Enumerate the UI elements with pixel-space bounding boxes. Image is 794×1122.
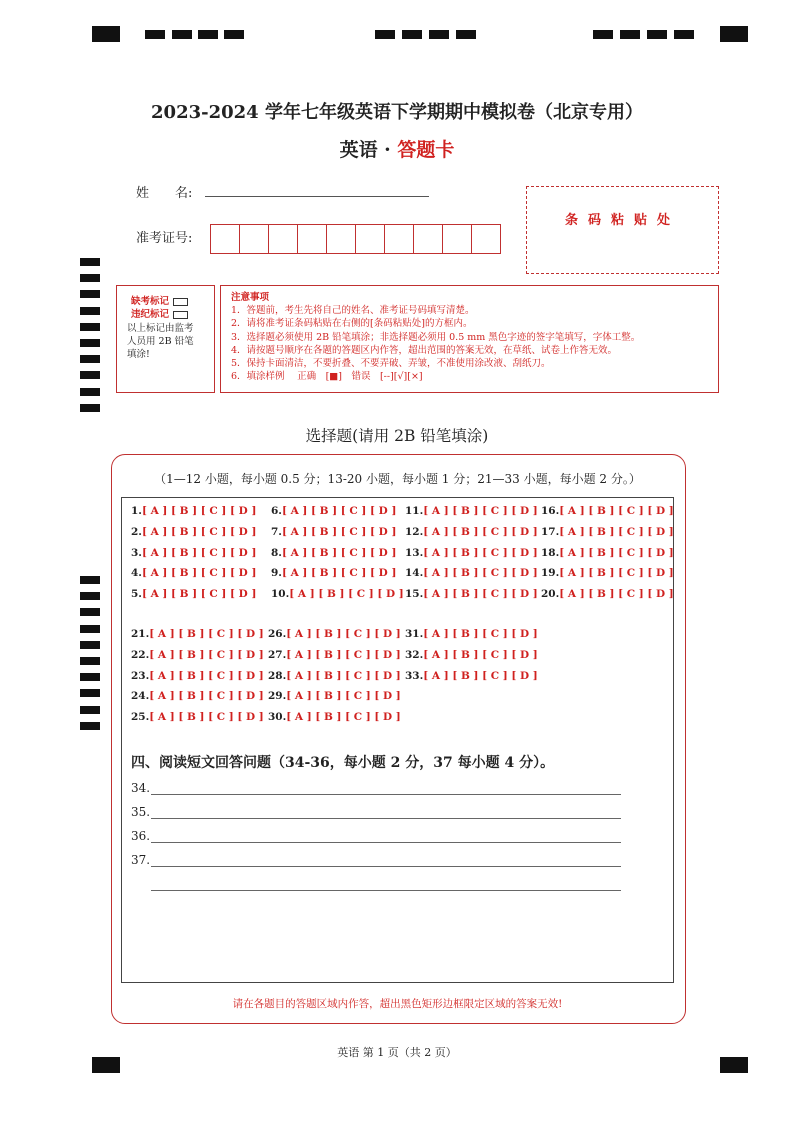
choice-question[interactable] xyxy=(271,547,396,559)
answer-options[interactable]: [ A ] [ B ] [ C ] [ D ] xyxy=(559,588,674,601)
name-field[interactable] xyxy=(205,196,429,197)
timing-mark xyxy=(80,274,100,282)
choice-question[interactable] xyxy=(131,588,256,600)
choice-question[interactable] xyxy=(131,526,256,538)
timing-mark xyxy=(80,608,100,616)
question-number: 25. xyxy=(131,711,150,724)
answer-options[interactable]: [ A ] [ B ] [ C ] [ D ] xyxy=(141,588,257,601)
question-number: 23. xyxy=(131,669,150,682)
barcode-label: 条码粘贴处 xyxy=(564,213,680,228)
id-number-boxes[interactable] xyxy=(210,224,501,254)
choice-question[interactable] xyxy=(131,567,256,579)
id-digit-box[interactable] xyxy=(472,225,500,253)
answer-options[interactable]: [ A ] [ B ] [ C ] [ D ] xyxy=(423,567,538,580)
answer-options[interactable]: [ A ] [ B ] [ C ] [ D ] xyxy=(286,648,401,661)
question-number: 33. xyxy=(405,669,424,682)
note-item: 1．答题前，考生先将自己的姓名、准考证号码填写清楚。 xyxy=(231,305,475,317)
question-number: 11. xyxy=(405,505,424,517)
question-number: 22. xyxy=(131,648,150,661)
timing-mark xyxy=(80,371,100,379)
choice-question[interactable] xyxy=(271,567,396,579)
choice-heading: 选择题(请用 2B 铅笔填涂) xyxy=(305,427,489,445)
timing-mark xyxy=(80,673,100,681)
answer-options[interactable]: [ A ] [ B ] [ C ] [ D ] xyxy=(423,546,538,559)
id-digit-box[interactable] xyxy=(327,225,356,253)
choice-question[interactable] xyxy=(541,588,674,600)
reg-mark xyxy=(620,30,640,39)
id-digit-box[interactable] xyxy=(414,225,443,253)
notes-box xyxy=(220,285,719,393)
timing-mark xyxy=(80,307,100,315)
choice-question[interactable] xyxy=(405,567,538,579)
answer-options[interactable]: [ A ] [ B ] [ C ] [ D ] xyxy=(286,711,401,724)
notes-title: 注意事项 xyxy=(231,292,270,303)
answer-options[interactable]: [ A ] [ B ] [ C ] [ D ] xyxy=(423,588,538,601)
scoring-note: （1—12 小题，每小题 0.5 分；13-20 小题，每小题 1 分；21—33 小题，每小题 2 分。） xyxy=(154,472,641,486)
choice-question[interactable] xyxy=(131,711,264,723)
choice-question[interactable] xyxy=(271,526,396,538)
id-digit-box[interactable] xyxy=(356,225,385,253)
reg-mark xyxy=(647,30,667,39)
choice-question[interactable] xyxy=(405,649,538,661)
id-digit-box[interactable] xyxy=(443,225,472,253)
page-subtitle xyxy=(0,135,794,162)
id-digit-box[interactable] xyxy=(298,225,327,253)
answer-options[interactable]: [ A ] [ B ] [ C ] [ D ] xyxy=(423,628,538,640)
question-number: 26. xyxy=(268,628,287,640)
reg-mark xyxy=(429,30,449,39)
choice-question[interactable] xyxy=(271,588,404,600)
answer-line-34[interactable]: 34. xyxy=(131,781,150,795)
question-number: 15. xyxy=(405,588,424,601)
page-title: 2023-2024 学年七年级英语下学期期中模拟卷（北京专用） xyxy=(151,102,643,123)
reg-mark xyxy=(402,30,422,39)
choice-question[interactable] xyxy=(541,567,674,579)
absent-mark-box xyxy=(116,285,215,393)
timing-mark xyxy=(80,290,100,298)
question-number: 16. xyxy=(541,505,560,517)
id-digit-box[interactable] xyxy=(385,225,414,253)
timing-mark xyxy=(80,625,100,633)
answer-line-37[interactable]: 37. xyxy=(131,853,150,867)
question-number: 27. xyxy=(268,648,287,661)
reg-mark xyxy=(375,30,395,39)
reg-mark xyxy=(674,30,694,39)
subtitle-prefix: 英语 · xyxy=(339,139,398,161)
reg-mark xyxy=(92,26,120,42)
answer-line-35[interactable]: 35. xyxy=(131,805,150,819)
absent-label: 缺考标记 xyxy=(131,293,188,307)
answer-options[interactable]: [ A ] [ B ] [ C ] [ D ] xyxy=(559,525,674,538)
timing-mark xyxy=(80,641,100,649)
choice-question[interactable] xyxy=(405,670,538,682)
answer-options[interactable]: [ A ] [ B ] [ C ] [ D ] xyxy=(423,648,538,661)
reg-mark xyxy=(172,30,192,39)
choice-question[interactable] xyxy=(268,690,401,702)
question-number: 9. xyxy=(271,567,282,580)
answer-options[interactable]: [ A ] [ B ] [ C ] [ D ] xyxy=(141,525,257,538)
reg-mark xyxy=(720,26,748,42)
note-item: 5．保持卡面清洁，不要折叠、不要弄破、弄皱，不准使用涂改液、刮纸刀。 xyxy=(231,358,551,370)
answer-options[interactable]: [ A ] [ B ] [ C ] [ D ] xyxy=(281,505,397,517)
question-number: 17. xyxy=(541,525,560,538)
question-number: 28. xyxy=(268,669,287,682)
answer-options[interactable]: [ A ] [ B ] [ C ] [ D ] xyxy=(423,669,538,682)
absent-note-3: 填涂! xyxy=(127,349,150,360)
reg-mark xyxy=(456,30,476,39)
answer-options[interactable]: [ A ] [ B ] [ C ] [ D ] xyxy=(559,505,674,517)
choice-question[interactable] xyxy=(405,505,538,517)
timing-mark xyxy=(80,323,100,331)
choice-question[interactable] xyxy=(541,547,674,559)
name-label: 姓 名: xyxy=(136,186,193,201)
reg-mark xyxy=(593,30,613,39)
answer-options[interactable]: [ A ] [ B ] [ C ] [ D ] xyxy=(149,628,264,640)
choice-question[interactable] xyxy=(131,670,264,682)
subtitle-suffix: 答题卡 xyxy=(397,139,455,161)
answer-options[interactable]: [ A ] [ B ] [ C ] [ D ] xyxy=(281,546,397,559)
question-number: 32. xyxy=(405,648,424,661)
answer-options[interactable]: [ A ] [ B ] [ C ] [ D ] xyxy=(149,711,264,724)
answer-options[interactable]: [ A ] [ B ] [ C ] [ D ] xyxy=(286,628,401,640)
timing-mark xyxy=(80,355,100,363)
choice-question[interactable] xyxy=(405,588,538,600)
note-item: 2．请将准考证条码粘贴在右侧的[条码粘贴处]的方框内。 xyxy=(231,318,473,330)
answer-options[interactable]: [ A ] [ B ] [ C ] [ D ] xyxy=(559,546,674,559)
question-number: 13. xyxy=(405,546,424,559)
choice-question[interactable] xyxy=(131,547,256,559)
reg-mark xyxy=(198,30,218,39)
choice-question[interactable] xyxy=(131,649,264,661)
timing-mark xyxy=(80,576,100,584)
answer-options[interactable]: [ A ] [ B ] [ C ] [ D ] xyxy=(281,567,397,580)
question-number: 7. xyxy=(271,525,282,538)
question-number: 3. xyxy=(131,546,142,559)
answer-options[interactable]: [ A ] [ B ] [ C ] [ D ] xyxy=(423,505,538,517)
note-item: 6．填涂样例 正确 [■] 错误 [--][√][×] xyxy=(231,371,423,383)
part4-heading: 四、阅读短文回答问题（34-36，每小题 2 分，37 每小题 4 分）。 xyxy=(131,755,555,771)
choice-question[interactable] xyxy=(405,628,538,640)
question-number: 5. xyxy=(131,588,142,601)
question-number: 24. xyxy=(131,690,150,703)
question-number: 30. xyxy=(268,711,287,724)
answer-options[interactable]: [ A ] [ B ] [ C ] [ D ] xyxy=(149,690,264,703)
reg-mark xyxy=(145,30,165,39)
note-item: 3．选择题必须使用 2B 铅笔填涂；非选择题必须用 0.5 mm 黑色字迹的签字笔填写，字体工整。 xyxy=(231,331,641,343)
timing-mark xyxy=(80,388,100,396)
answer-options[interactable]: [ A ] [ B ] [ C ] [ D ] xyxy=(289,588,404,601)
answer-options[interactable]: [ A ] [ B ] [ C ] [ D ] xyxy=(423,525,538,538)
timing-mark xyxy=(80,258,100,266)
reg-mark xyxy=(224,30,244,39)
question-number: 1. xyxy=(131,505,142,517)
question-number: 4. xyxy=(131,567,142,580)
question-number: 29. xyxy=(268,690,287,703)
absent-note-2: 人员用 2B 铅笔 xyxy=(127,336,194,347)
answer-options[interactable]: [ A ] [ B ] [ C ] [ D ] xyxy=(286,669,401,682)
choice-question[interactable] xyxy=(405,526,538,538)
timing-mark xyxy=(80,689,100,697)
choice-question[interactable] xyxy=(131,628,264,640)
page-footer: 英语 第 1 页（共 2 页） xyxy=(337,1046,457,1059)
timing-mark xyxy=(80,706,100,714)
answer-options[interactable]: [ A ] [ B ] [ C ] [ D ] xyxy=(141,546,257,559)
choice-question[interactable] xyxy=(131,505,256,517)
absent-note-1: 以上标记由监考 xyxy=(127,323,194,334)
absent-checkbox[interactable] xyxy=(173,298,188,306)
question-number: 8. xyxy=(271,546,282,559)
timing-mark xyxy=(80,722,100,730)
question-number: 6. xyxy=(271,505,282,517)
id-label: 准考证号: xyxy=(136,231,193,246)
question-number: 10. xyxy=(271,588,290,601)
choice-question[interactable] xyxy=(541,505,674,517)
question-number: 12. xyxy=(405,525,424,538)
violation-label: 违纪标记 xyxy=(131,306,188,320)
choice-question[interactable] xyxy=(268,670,401,682)
answer-options[interactable]: [ A ] [ B ] [ C ] [ D ] xyxy=(149,648,264,661)
id-digit-box[interactable] xyxy=(211,225,240,253)
choice-question[interactable] xyxy=(405,547,538,559)
question-number: 18. xyxy=(541,546,560,559)
answer-line-36[interactable]: 36. xyxy=(131,829,150,843)
choice-question[interactable] xyxy=(268,711,401,723)
question-number: 19. xyxy=(541,567,560,580)
note-item: 4．请按题号顺序在各题的答题区内作答，超出范围的答案无效，在草纸、试卷上作答无效。 xyxy=(231,344,618,356)
answer-options[interactable]: [ A ] [ B ] [ C ] [ D ] xyxy=(559,567,674,580)
question-number: 20. xyxy=(541,588,560,601)
barcode-area[interactable] xyxy=(526,186,719,274)
id-digit-box[interactable] xyxy=(240,225,269,253)
timing-mark xyxy=(80,592,100,600)
choice-question[interactable] xyxy=(268,649,401,661)
answer-options[interactable]: [ A ] [ B ] [ C ] [ D ] xyxy=(281,525,397,538)
id-digit-box[interactable] xyxy=(269,225,298,253)
timing-mark xyxy=(80,404,100,412)
question-number: 21. xyxy=(131,628,150,640)
question-number: 2. xyxy=(131,525,142,538)
warning-text: 请在各题目的答题区域内作答，超出黑色矩形边框限定区域的答案无效! xyxy=(232,998,563,1010)
violation-checkbox[interactable] xyxy=(173,311,188,319)
timing-mark xyxy=(80,657,100,665)
choice-question[interactable] xyxy=(541,526,674,538)
answer-options[interactable]: [ A ] [ B ] [ C ] [ D ] xyxy=(286,690,401,703)
choice-question[interactable] xyxy=(131,690,264,702)
choice-question[interactable] xyxy=(271,505,396,517)
answer-options[interactable]: [ A ] [ B ] [ C ] [ D ] xyxy=(141,567,257,580)
question-number: 31. xyxy=(405,628,424,640)
answer-options[interactable]: [ A ] [ B ] [ C ] [ D ] xyxy=(141,505,257,517)
choice-question[interactable] xyxy=(268,628,401,640)
question-number: 14. xyxy=(405,567,424,580)
answer-options[interactable]: [ A ] [ B ] [ C ] [ D ] xyxy=(149,669,264,682)
timing-mark xyxy=(80,339,100,347)
